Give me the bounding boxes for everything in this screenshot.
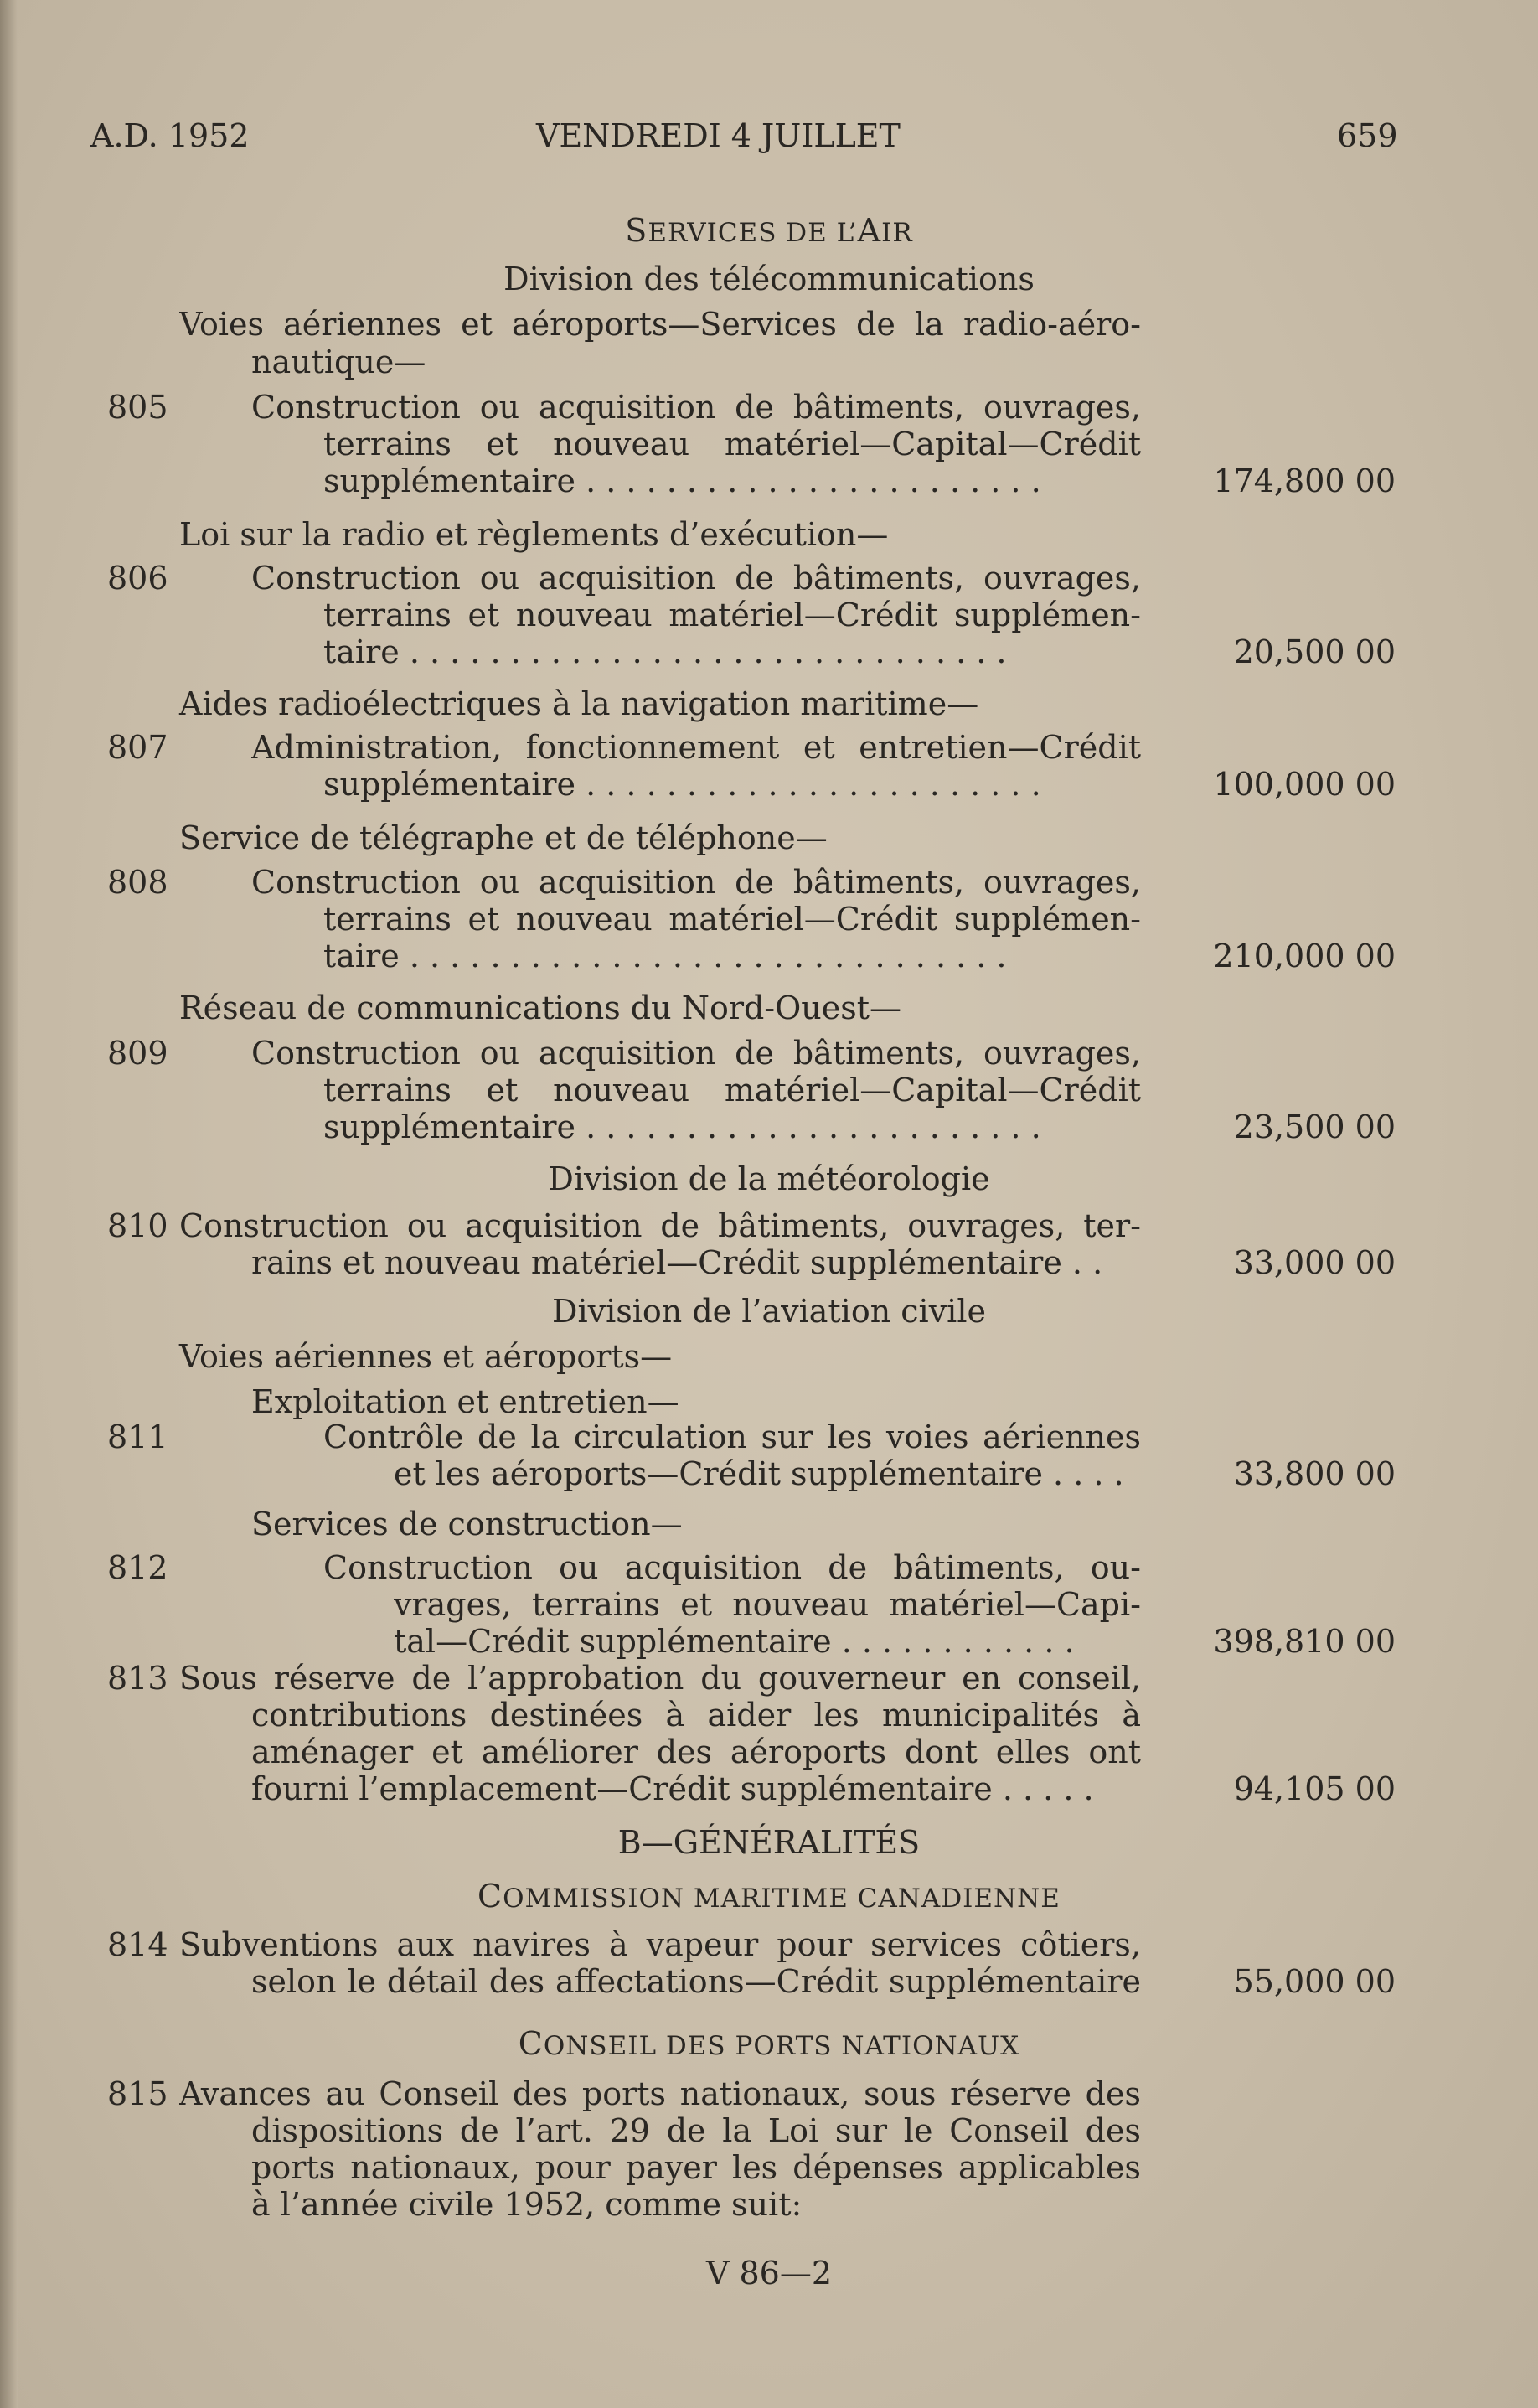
section-heading-services-air: SERVICES DE L’AIR (625, 212, 913, 249)
item-813-line4: fourni l’emplacement—Crédit supplémentaire . . . . . (251, 1770, 1094, 1807)
item-806-line1: Construction ou acquisition de bâtiments, ouvrages, (251, 560, 1141, 597)
item-814-line2: selon le détail des affectations—Crédit supplémentaire (251, 1963, 1141, 2000)
item-809-line2: terrains et nouveau matériel—Capital—Crédit (323, 1072, 1141, 1108)
item-808-line3: taire . . . . . . . . . . . . . . . . . . . . . . . . . . . . . . (323, 938, 1007, 974)
item-number-815: 815 (107, 2075, 168, 2112)
header-page-number: 659 (1337, 117, 1398, 154)
subheading-voies-radio-line1: Voies aériennes et aéroports—Services de la radio-aéro- (179, 306, 1141, 343)
division-telecom-heading: Division des télécommunications (503, 261, 1035, 297)
item-806-line3: taire . . . . . . . . . . . . . . . . . . . . . . . . . . . . . . (323, 633, 1007, 670)
item-813-line1: Sous réserve de l’approbation du gouverneur en conseil, (179, 1660, 1141, 1697)
item-number-805: 805 (107, 389, 168, 426)
subheading-aides-radio: Aides radioélectriques à la navigation maritime— (179, 685, 979, 722)
item-809-line3: supplémentaire . . . . . . . . . . . . . . . . . . . . . . . (323, 1108, 1041, 1145)
item-812-line2: vrages, terrains et nouveau matériel—Capi- (394, 1586, 1141, 1623)
item-815-line2: dispositions de l’art. 29 de la Loi sur le Conseil des (251, 2112, 1141, 2149)
item-805-amount: 174,800 00 (1213, 462, 1396, 499)
item-807-amount: 100,000 00 (1213, 766, 1396, 803)
item-806-amount: 20,500 00 (1233, 633, 1396, 670)
item-810-line2: rains et nouveau matériel—Crédit supplémentaire . . (251, 1244, 1103, 1281)
item-808-amount: 210,000 00 (1213, 938, 1396, 974)
division-aviation-heading: Division de l’aviation civile (552, 1293, 986, 1330)
item-811-amount: 33,800 00 (1233, 1455, 1396, 1492)
item-810-amount: 33,000 00 (1233, 1244, 1396, 1281)
item-813-line3: aménager et améliorer des aéroports dont elles ont (251, 1734, 1141, 1770)
item-812-amount: 398,810 00 (1213, 1623, 1396, 1660)
header-year: A.D. 1952 (90, 117, 250, 154)
item-808-line2: terrains et nouveau matériel—Crédit supplémen- (323, 901, 1141, 938)
item-809-line1: Construction ou acquisition de bâtiments, ouvrages, (251, 1035, 1141, 1072)
item-number-808: 808 (107, 864, 168, 901)
item-number-809: 809 (107, 1035, 168, 1072)
item-814-amount: 55,000 00 (1233, 1963, 1396, 2000)
footer-signature-mark: V 86—2 (705, 2255, 833, 2292)
subheading-voies-aero: Voies aériennes et aéroports— (179, 1338, 673, 1375)
item-number-811: 811 (107, 1418, 168, 1455)
section-heading-conseil-ports: CONSEIL DES PORTS NATIONAUX (518, 2025, 1020, 2062)
section-heading-generalites: B—GÉNÉRALITÉS (617, 1824, 921, 1861)
item-813-line2: contributions destinées à aider les municipalités à (251, 1697, 1141, 1734)
item-number-810: 810 (107, 1207, 168, 1244)
item-813-amount: 94,105 00 (1233, 1770, 1396, 1807)
subheading-exploitation: Exploitation et entretien— (251, 1383, 679, 1420)
item-815-line4: à l’année civile 1952, comme suit: (251, 2186, 803, 2223)
subheading-voies-radio-line2: nautique— (251, 344, 426, 380)
item-number-812: 812 (107, 1549, 168, 1586)
item-811-line1: Contrôle de la circulation sur les voies aériennes (323, 1418, 1141, 1455)
item-812-line3: tal—Crédit supplémentaire . . . . . . . . . . . . (394, 1623, 1075, 1660)
item-809-amount: 23,500 00 (1233, 1108, 1396, 1145)
item-number-813: 813 (107, 1660, 168, 1697)
item-805-line3: supplémentaire . . . . . . . . . . . . . . . . . . . . . . . (323, 462, 1041, 499)
item-815-line3: ports nationaux, pour payer les dépenses applicables (251, 2149, 1141, 2186)
item-805-line2: terrains et nouveau matériel—Capital—Crédit (323, 426, 1141, 462)
subheading-services-construction: Services de construction— (251, 1506, 683, 1542)
item-812-line1: Construction ou acquisition de bâtiments, ou- (323, 1549, 1141, 1586)
item-number-807: 807 (107, 729, 168, 766)
item-807-line2: supplémentaire . . . . . . . . . . . . . . . . . . . . . . . (323, 766, 1041, 803)
item-number-814: 814 (107, 1926, 168, 1963)
item-808-line1: Construction ou acquisition de bâtiments, ouvrages, (251, 864, 1141, 901)
item-815-line1: Avances au Conseil des ports nationaux, sous réserve des (179, 2075, 1141, 2112)
section-heading-commission-maritime: COMMISSION MARITIME CANADIENNE (477, 1878, 1061, 1915)
subheading-loi-radio: Loi sur la radio et règlements d’exécution— (179, 516, 889, 553)
item-814-line1: Subventions aux navires à vapeur pour services côtiers, (179, 1926, 1141, 1963)
subheading-telegraphe: Service de télégraphe et de téléphone— (179, 819, 828, 856)
header-date: VENDREDI 4 JUILLET (536, 117, 901, 154)
subheading-reseau: Réseau de communications du Nord-Ouest— (179, 990, 902, 1026)
item-number-806: 806 (107, 560, 168, 597)
item-810-line1: Construction ou acquisition de bâtiments, ouvrages, ter- (179, 1207, 1141, 1244)
item-807-line1: Administration, fonctionnement et entretien—Crédit (251, 729, 1141, 766)
division-meteo-heading: Division de la météorologie (548, 1160, 990, 1197)
item-806-line2: terrains et nouveau matériel—Crédit supplémen- (323, 597, 1141, 633)
item-811-line2: et les aéroports—Crédit supplémentaire . . . . (394, 1455, 1124, 1492)
item-805-line1: Construction ou acquisition de bâtiments, ouvrages, (251, 389, 1141, 426)
